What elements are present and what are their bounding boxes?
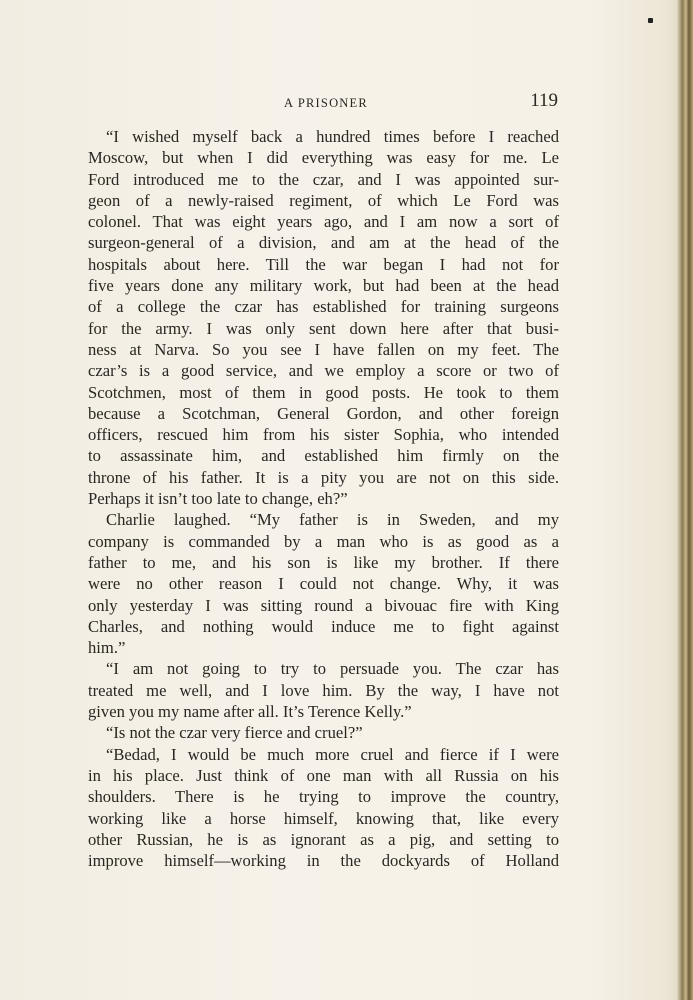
text-line: Moscow, but when I did everything was easy for me. Le [88,148,559,168]
text-line: “Is not the czar very fierce and cruel?” [106,723,363,743]
text-line: in his place. Just think of one man with all Russia on his [88,765,559,785]
text-line: geon of a newly-raised regiment, of which Le Ford was [88,190,559,210]
text-line: working like a horse himself, knowing that, like every [88,808,559,828]
text-line: because a Scotchman, General Gordon, and other foreign [88,403,559,423]
text-line: improve himself—working in the dockyards of Holland [88,851,559,871]
ink-speck [648,18,653,23]
text-line: colonel. That was eight years ago, and I am now a sort of [88,212,559,232]
text-line: Perhaps it isn’t too late to change, eh?” [88,489,348,509]
text-line: treated me well, and I love him. By the way, I have not [88,680,559,700]
text-line: Charles, and nothing would induce me to fight against [88,616,559,636]
text-line: shoulders. There is he trying to improve the country, [88,787,559,807]
text-line: of a college the czar has established for training surgeons [88,297,559,317]
text-line: were no other reason I could not change. Why, it was [88,574,559,594]
text-line: “Bedad, I would be much more cruel and fierce if I were [106,744,559,764]
page-header [88,92,558,116]
text-line: Charlie laughed. “My father is in Sweden, and my [106,510,559,530]
text-line: Scotchmen, most of them in good posts. He took to them [88,382,559,402]
page-number: 119 [530,90,558,111]
text-line: to assassinate him, and established him firmly on the [88,446,559,466]
text-line: only yesterday I was sitting round a bivouac fire with King [88,595,559,615]
text-line: father to me, and his son is like my brother. If there [88,552,559,572]
text-line: given you my name after all. It’s Terence Kelly.” [88,702,412,722]
text-line: czar’s is a good service, and we employ a score or two of [88,361,559,381]
text-line: “I am not going to try to persuade you. The czar has [106,659,559,679]
text-line: surgeon-general of a division, and am at the head of the [88,233,559,253]
text-line: “I wished myself back a hundred times before I reached [106,127,559,146]
text-line: throne of his father. It is a pity you are not on this side. [88,467,559,487]
text-line: other Russian, he is as ignorant as a pig, and setting to [88,829,559,849]
text-line: him.” [88,638,126,658]
text-line: ness at Narva. So you see I have fallen on my feet. The [88,339,559,359]
text-line: company is commanded by a man who is as good as a [88,531,559,551]
body-text [88,126,559,871]
text-line: five years done any military work, but had been at the head [88,276,559,296]
running-head: A PRISONER [284,96,368,110]
text-line: for the army. I was only sent down here after that busi- [88,318,559,338]
text-line: Ford introduced me to the czar, and I was appointed sur- [88,169,559,189]
text-line: officers, rescued him from his sister Sophia, who intended [88,425,559,445]
text-line: hospitals about here. Till the war began I had not for [88,254,559,274]
page-edge [677,0,693,1000]
